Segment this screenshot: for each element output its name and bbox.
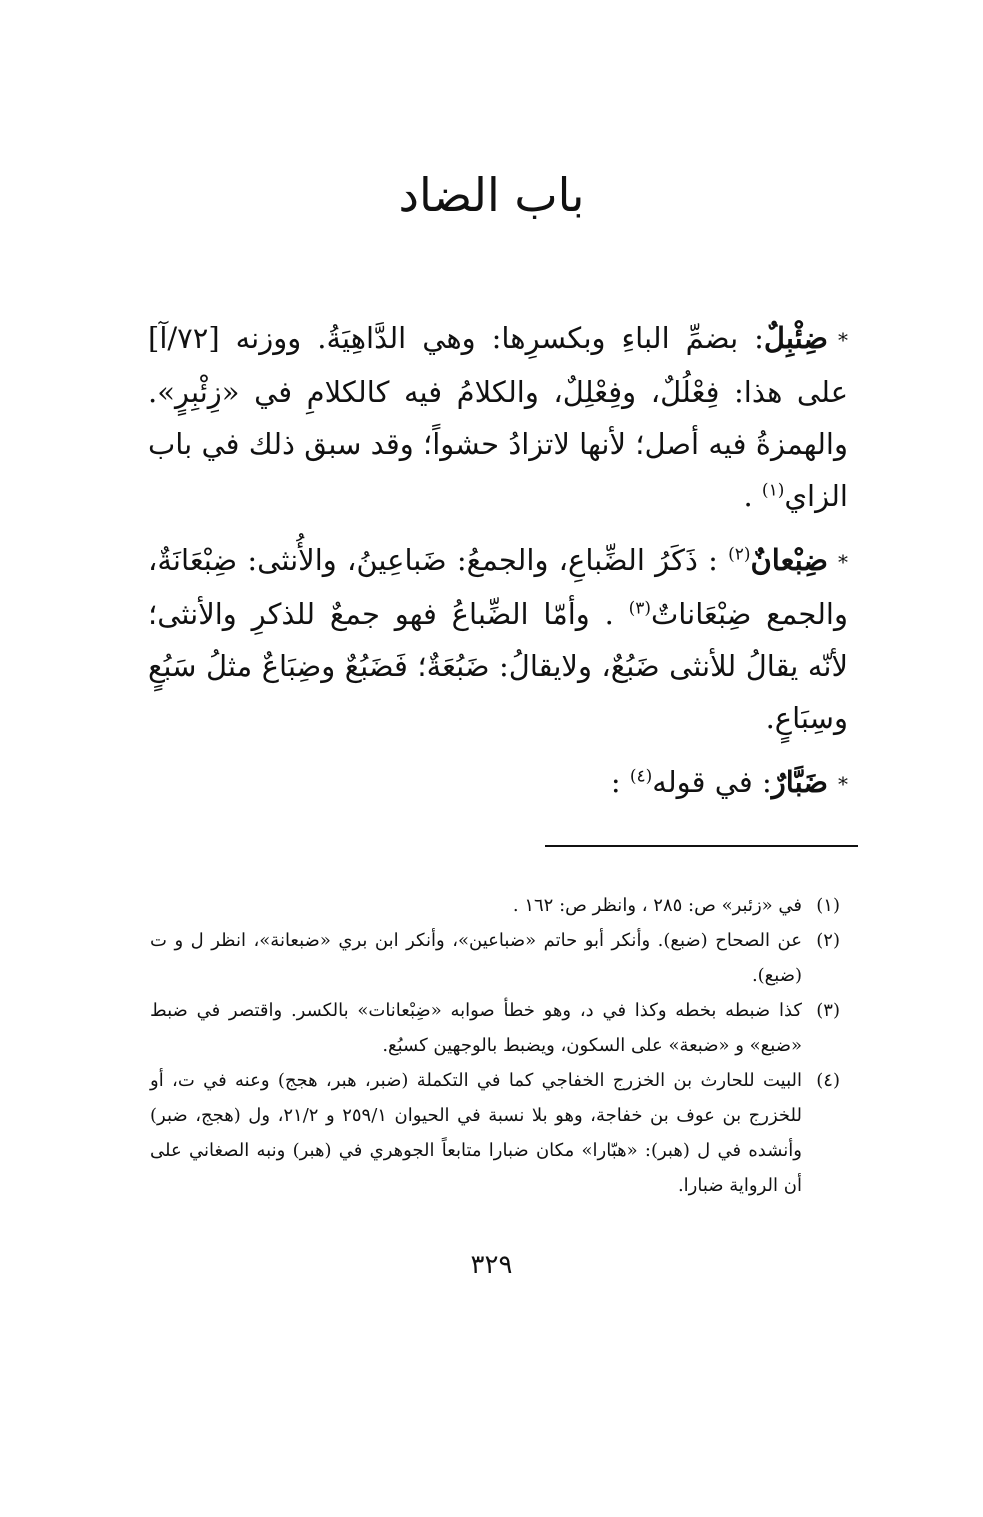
chapter-title: باب الضاد (398, 168, 585, 222)
footnote-number: (١) (816, 895, 840, 916)
footnote-ref: (٤) (629, 766, 653, 787)
footnote-number: (٣) (816, 1000, 840, 1021)
page-number: ٣٢٩ (470, 1250, 513, 1280)
footnote-ref: (٢) (728, 544, 751, 565)
entry-text: : بضمِّ الباءِ وبكسرِها: وهي الدَّاهِيَةُ. ووزنه [٧٢/آ] على هذا: فِعْلُلٌ، وفِعْلِلٌ، والكلامُ فيه كالكلامِ في «زِئْبِرٍ». والهمزةُ فيه أصل؛ لأنها لاتزادُ حشواً؛ وقد سبق ذلك في باب الزاي (148, 321, 848, 513)
entry-headword: ضَبَّارٌ (771, 765, 828, 799)
footnote-3 (150, 993, 840, 1063)
footnote-2 (150, 923, 840, 993)
entry-headword: ضِبْعانٌ (750, 543, 828, 577)
entry-marker: * (838, 328, 848, 352)
footnote-text: كذا ضبطه بخطه وكذا في د، وهو خطأ صوابه «ضِبْعانات» بالكسر. واقتصر في ضبط «ضبع» و «ضبعة» على السكون، ويضبط بالوجهين كسبُع. (150, 1000, 802, 1056)
entry-marker: * (838, 772, 848, 796)
footnote-number: (٤) (816, 1070, 840, 1091)
entry-tail: . (743, 479, 762, 513)
entry-tail: : (610, 765, 630, 799)
footnote-ref: (١) (761, 480, 785, 501)
main-text (148, 312, 848, 810)
footnote-number: (٢) (816, 930, 840, 951)
footnote-1 (150, 888, 840, 923)
footnote-divider (545, 845, 858, 847)
footnote-text: عن الصحاح (ضبع). وأنكر أبو حاتم «ضباعين»، وأنكر ابن بري «ضبعانة»، انظر ل و ت (ضبع). (150, 930, 802, 986)
footnote-ref: (٣) (628, 598, 651, 619)
footnote-4 (150, 1063, 840, 1203)
entry-text: : ذَكَرُ الضِّباعِ، والجمعُ: ضَباعِينُ، والأُنثى: ضِبْعَانَةٌ، والجمع ضِبْعَاناتٌ (148, 543, 848, 631)
entry-marker: * (838, 550, 848, 574)
footnote-text: البيت للحارث بن الخزرج الخفاجي كما في التكملة (ضبر، هبر، هجج) وعنه في ت، أو للخزرج بن عوف بن خفاجة، وهو بلا نسبة في الحيوان ٢٥٩/١ و ٢١/٢، ول (هجج، ضبر) وأنشده في ل (هبر): «هبّارا» مكان ضبارا متابعاً الجوهري في (هبر) ونبه الصغاني على أن الرواية ضبارا. (150, 1070, 802, 1196)
entry-dibil (148, 312, 848, 522)
footnotes (150, 888, 840, 1203)
entry-headword: ضِئْبِلٌ (763, 321, 828, 355)
entry-text: : في قوله (652, 765, 772, 799)
entry-tail: . وأمّا الضِّباعُ فهو جمعٌ للذكرِ والأنثى؛ لأنّه يقالُ للأنثى ضَبُعٌ، ولايقالُ: ضَبُعَةٌ؛ فَضَبُعٌ وضِبَاعٌ مثلُ سَبُعٍ وسِبَاعٍ. (148, 597, 848, 735)
entry-dibaan (148, 534, 848, 744)
footnote-text: في «زئبر» ص: ٢٨٥ ، وانظر ص: ١٦٢ . (512, 895, 802, 916)
entry-dabbar (148, 756, 848, 810)
